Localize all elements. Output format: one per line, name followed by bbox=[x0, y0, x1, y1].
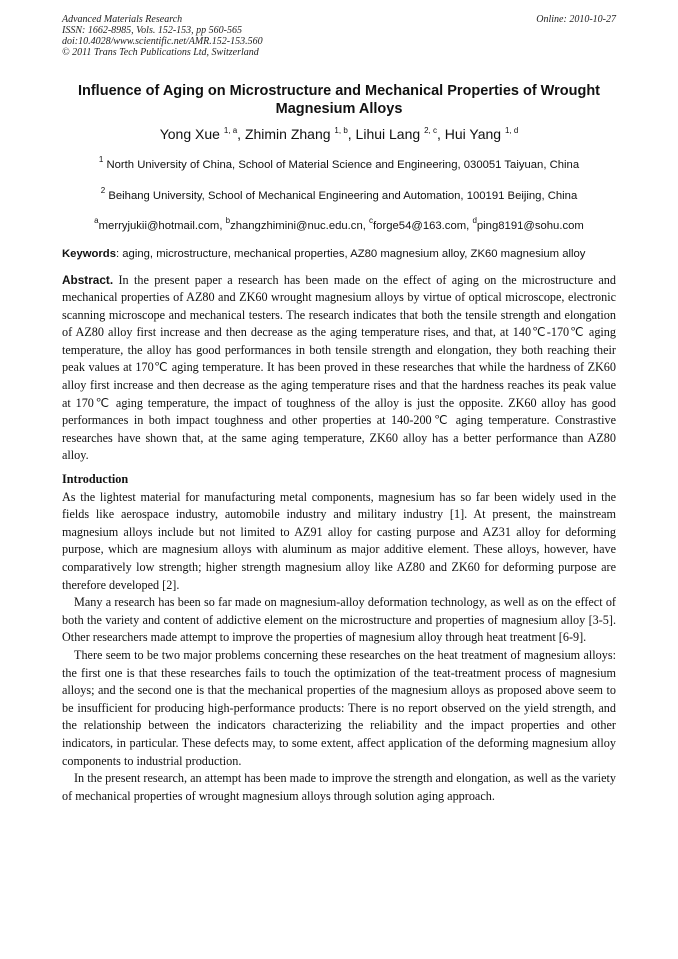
email-mark: b bbox=[225, 216, 231, 225]
author-name: Hui Yang bbox=[444, 126, 502, 142]
doi-line: doi:10.4028/www.scientific.net/AMR.152-153.560 bbox=[62, 36, 263, 47]
affiliation-number: 1 bbox=[98, 155, 104, 164]
paper-title: Influence of Aging on Microstructure and Mechanical Properties of Wrought Magnesium Alloys bbox=[77, 83, 601, 117]
issn-line: ISSN: 1662-8985, Vols. 152-153, pp 560-565 bbox=[62, 25, 242, 36]
keywords-text: : aging, microstructure, mechanical properties, AZ80 magnesium alloy, ZK60 magnesium alloy bbox=[116, 248, 586, 260]
journal-name: Advanced Materials Research bbox=[62, 14, 183, 25]
body-paragraph: Many a research has been so far made on magnesium-alloy deformation technology, as well as on the effect of both the variety and content of addictive element on the microstructure and properties of magnesium alloy [3-5]. Other researchers made attempt to improve the properties of magnesium alloy through heat treatment [6-9]. bbox=[62, 595, 616, 645]
keywords bbox=[62, 247, 616, 262]
body-paragraph: As the lightest material for manufacturing metal components, magnesium has so far been widely used in the fields like aerospace industry, automobile industry and military industry [1]. At present, the mainstream magnesium alloys include but not limited to AZ91 alloy for casting purpose and AZ31 alloy for deforming purpose, which are magnesium alloys with aluminum as major additive element. These alloys, however, have comparatively low strength; higher strength magnesium alloy like AZ80 and ZK60 for deforming purpose are therefore developed [2]. bbox=[62, 489, 616, 592]
affiliation-text: North University of China, School of Material Science and Engineering, 030051 Taiyuan, China bbox=[106, 159, 580, 171]
introduction-section bbox=[62, 471, 616, 805]
online-date: Online: 2010-10-27 bbox=[536, 14, 616, 25]
email-mark: d bbox=[472, 216, 477, 225]
paper-page bbox=[62, 14, 616, 805]
email-mark: a bbox=[94, 216, 99, 225]
abstract bbox=[62, 272, 616, 466]
introduction-heading: Introduction bbox=[62, 472, 129, 487]
author-affiliation-mark: 1, d bbox=[504, 126, 519, 135]
body-paragraph: In the present research, an attempt has been made to improve the strength and elongation, as well as the variety of mechanical properties of wrought magnesium alloys through solution aging approach. bbox=[62, 771, 616, 803]
affiliation-text: Beihang University, School of Mechanical Engineering and Automation, 100191 Beijing, China bbox=[108, 190, 578, 202]
author-list: Yong Xue $^{1, a}$, Zhimin Zhang $^{1, b}$, Lihui Lang $^{2, c}$, Hui Yang $^{1, d}$ bbox=[159, 126, 519, 142]
email-address: ping8191@sohu.com bbox=[476, 220, 584, 232]
email-address: merryjukii@hotmail.com bbox=[98, 220, 220, 232]
body-paragraph: There seem to be two major problems concerning these researches on the heat treatment of magnesium alloys: the first one is that these researches fails to touch the optimization of the teat-treatment process of magnesium alloys; and the second one is that the mechanical properties of the magnesium alloys as proposed above seem to be insufficient for producing high-performance products: There is no report observed on the yield strength, and the relationship between the indicators characterizing the reliability and the impact properties and other indicators, in particular. These defects may, to some extent, affect application of the deforming magnesium alloy components to industrial production. bbox=[62, 647, 616, 768]
abstract-text: In the present paper a research has been made on the effect of aging on the microstructure and mechanical properties of AZ80 and ZK60 wrought magnesium alloys by virtue of optical microscope, electronic scanning microscope and mechanical testers. The research indicates that both the tensile strength and elongation of AZ80 alloy first increase and then decrease as the aging temperature rises, and that, at 140℃-170℃ aging temperature, the alloy has good performances in both tensile strength and elongation, they both reaching their peak values at 170℃ aging temperature. It has been proved in these researches that while the hardness of ZK60 alloy first increase and then decrease as the aging temperature rises and that the hardness reaches its peak value at 170℃ aging temperature, the impact of toughness of the alloy is just the opposite. ZK60 alloy has good performances in both impact toughness and other properties at 140-200℃ aging temperature. Constrastive researches have shown that, at the same aging temperature, ZK60 alloy has a better performance than AZ80 alloy. bbox=[62, 272, 616, 463]
author-affiliation-mark: 1, b bbox=[334, 126, 348, 135]
author-affiliation-mark: 2, c bbox=[424, 126, 437, 135]
affiliation-number: 2 bbox=[100, 186, 106, 195]
email-address: zhangzhimini@nuc.edu.cn bbox=[230, 220, 363, 232]
affiliation-2 bbox=[62, 184, 616, 203]
keywords-label: Keywords bbox=[62, 248, 116, 260]
email-mark: c bbox=[369, 216, 374, 225]
email-list: $^a$merryjukii@hotmail.com, $^b$zhangzhimini@nuc.edu.cn, $^c$forge54@163.com, $^d$ping8191@sohu.com bbox=[94, 216, 584, 232]
author-affiliation-mark: 1, a bbox=[223, 126, 238, 135]
author-name: Yong Xue bbox=[159, 126, 220, 142]
affiliation-1 bbox=[62, 153, 616, 172]
abstract-label: Abstract. bbox=[62, 272, 114, 287]
journal-header bbox=[62, 14, 616, 58]
author-name: Zhimin Zhang bbox=[244, 126, 331, 142]
copyright-line: © 2011 Trans Tech Publications Ltd, Switzerland bbox=[62, 47, 259, 58]
email-address: forge54@163.com bbox=[373, 220, 467, 232]
author-name: Lihui Lang bbox=[355, 126, 421, 142]
